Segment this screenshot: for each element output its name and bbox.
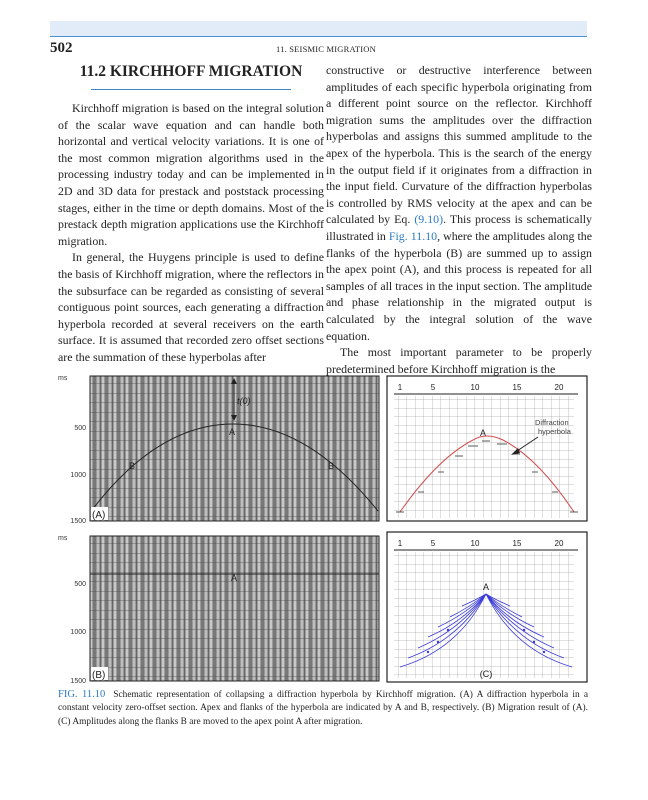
- running-head: 11. SEISMIC MIGRATION: [276, 44, 376, 54]
- x-tick: 15: [512, 539, 522, 548]
- x-tick: 10: [470, 539, 480, 548]
- y-tick: 1000: [70, 472, 86, 479]
- x-tick: 20: [554, 383, 564, 392]
- apex-label: A: [482, 582, 490, 592]
- equation-link[interactable]: (9.10): [414, 212, 444, 227]
- x-tick: 20: [554, 539, 564, 548]
- paragraph: The most important parameter to be properly predetermined before Kirchhoff migration is the: [326, 345, 592, 376]
- y-tick: 500: [74, 425, 86, 432]
- y-unit-label: ms: [58, 375, 68, 382]
- y-tick: 1500: [70, 518, 86, 525]
- figure-label: FIG. 11.10: [58, 689, 106, 700]
- paragraph: Kirchhoff migration is based on the integral solution of the scalar wave equation and can handle both horizontal and vertical velocity variations. It is one of the most common migration algorithms used in the processing industry today and can be implemented in 2D and 3D data for prestack and poststack processing stages, either in the time or depth domains. Most of the prestack depth migration applications use the Kirchhoff migration.: [58, 101, 324, 248]
- caption-text: Schematic representation of collapsing a diffraction hyperbola by Kirchhoff migration. (A) A diffraction hyperbola in a constant velocity zero-offset section. Apex and flanks of the hyperbola are indicated by A and B, respectively. (B) Migration result of (A). (C) Amplitudes along the flanks B are moved to the apex point A after migration.: [58, 690, 588, 727]
- paragraph: [326, 62, 592, 344]
- y-unit-label: ms: [58, 535, 68, 542]
- x-tick: 10: [470, 383, 480, 392]
- y-tick: 500: [74, 581, 86, 588]
- text: . This process is schematically illustrated in: [326, 212, 592, 243]
- annotation: hyperbola: [538, 427, 571, 436]
- panel-diffraction-picks: [387, 376, 587, 521]
- apex-label: A: [479, 428, 487, 438]
- section-title: 11.2 KIRCHHOFF MIGRATION: [79, 63, 303, 80]
- header-band: [50, 21, 587, 37]
- figure-link[interactable]: Fig. 11.10: [388, 228, 438, 243]
- paragraph: In general, the Huygens principle is used to define the basis of Kirchhoff migration, where the reflectors in the subsurface can be regarded as consisting of several contiguous point sources, each generating a diffraction hyperbola recorded at several receivers on the earth surface. It is assumed that recorded zero offset sections are the summation of these hyperbolas after: [58, 250, 324, 364]
- text: constructive or destructive interference between amplitudes of each specific hyperbola originating from a different point source on the reflector. Kirchhoff migration sums the amplitudes over the diffraction hyperbolas and assigns this summed amplitude to the apex of the hyperbola. This is the search of the energy in the output field if it originates from a diffraction in the input field. Curvature of the diffraction hyperbolas is controlled by RMS velocity at the apex and can be calculated by Eq.: [326, 63, 592, 227]
- x-tick: 1: [397, 383, 403, 392]
- x-tick: 5: [430, 383, 436, 392]
- figure-11-10: [58, 374, 588, 684]
- panel-b: [58, 535, 379, 684]
- left-column: [58, 62, 324, 366]
- flank-label: B: [129, 461, 136, 471]
- page-number: 502: [50, 40, 73, 56]
- right-column: [326, 62, 592, 377]
- x-tick: 5: [430, 539, 436, 548]
- annotation: Diffraction: [535, 418, 569, 427]
- x-tick: 15: [512, 383, 522, 392]
- y-tick: 1500: [70, 678, 86, 684]
- apex-label: A: [231, 573, 238, 583]
- panel-a: [58, 375, 379, 525]
- panel-tag: (A): [92, 510, 106, 521]
- panel-tag: (B): [92, 670, 106, 681]
- t0-label: t(0): [237, 396, 251, 406]
- flank-label: B: [328, 461, 335, 471]
- panel-c: [387, 532, 587, 682]
- x-tick: 1: [397, 539, 403, 548]
- panel-tag: (C): [479, 669, 493, 679]
- section-title-rule: [91, 89, 291, 90]
- figure-caption: [58, 688, 588, 729]
- apex-label: A: [229, 427, 236, 437]
- text: , where the amplitudes along the flanks of the hyperbola (B) are summed up to assign the apex point (A), and this process is repeated for all samples of all traces in the input section. The amplitude and phase relationship in the migrated output is calculated by the integral solution of the wave equation.: [326, 228, 592, 343]
- y-tick: 1000: [70, 629, 86, 636]
